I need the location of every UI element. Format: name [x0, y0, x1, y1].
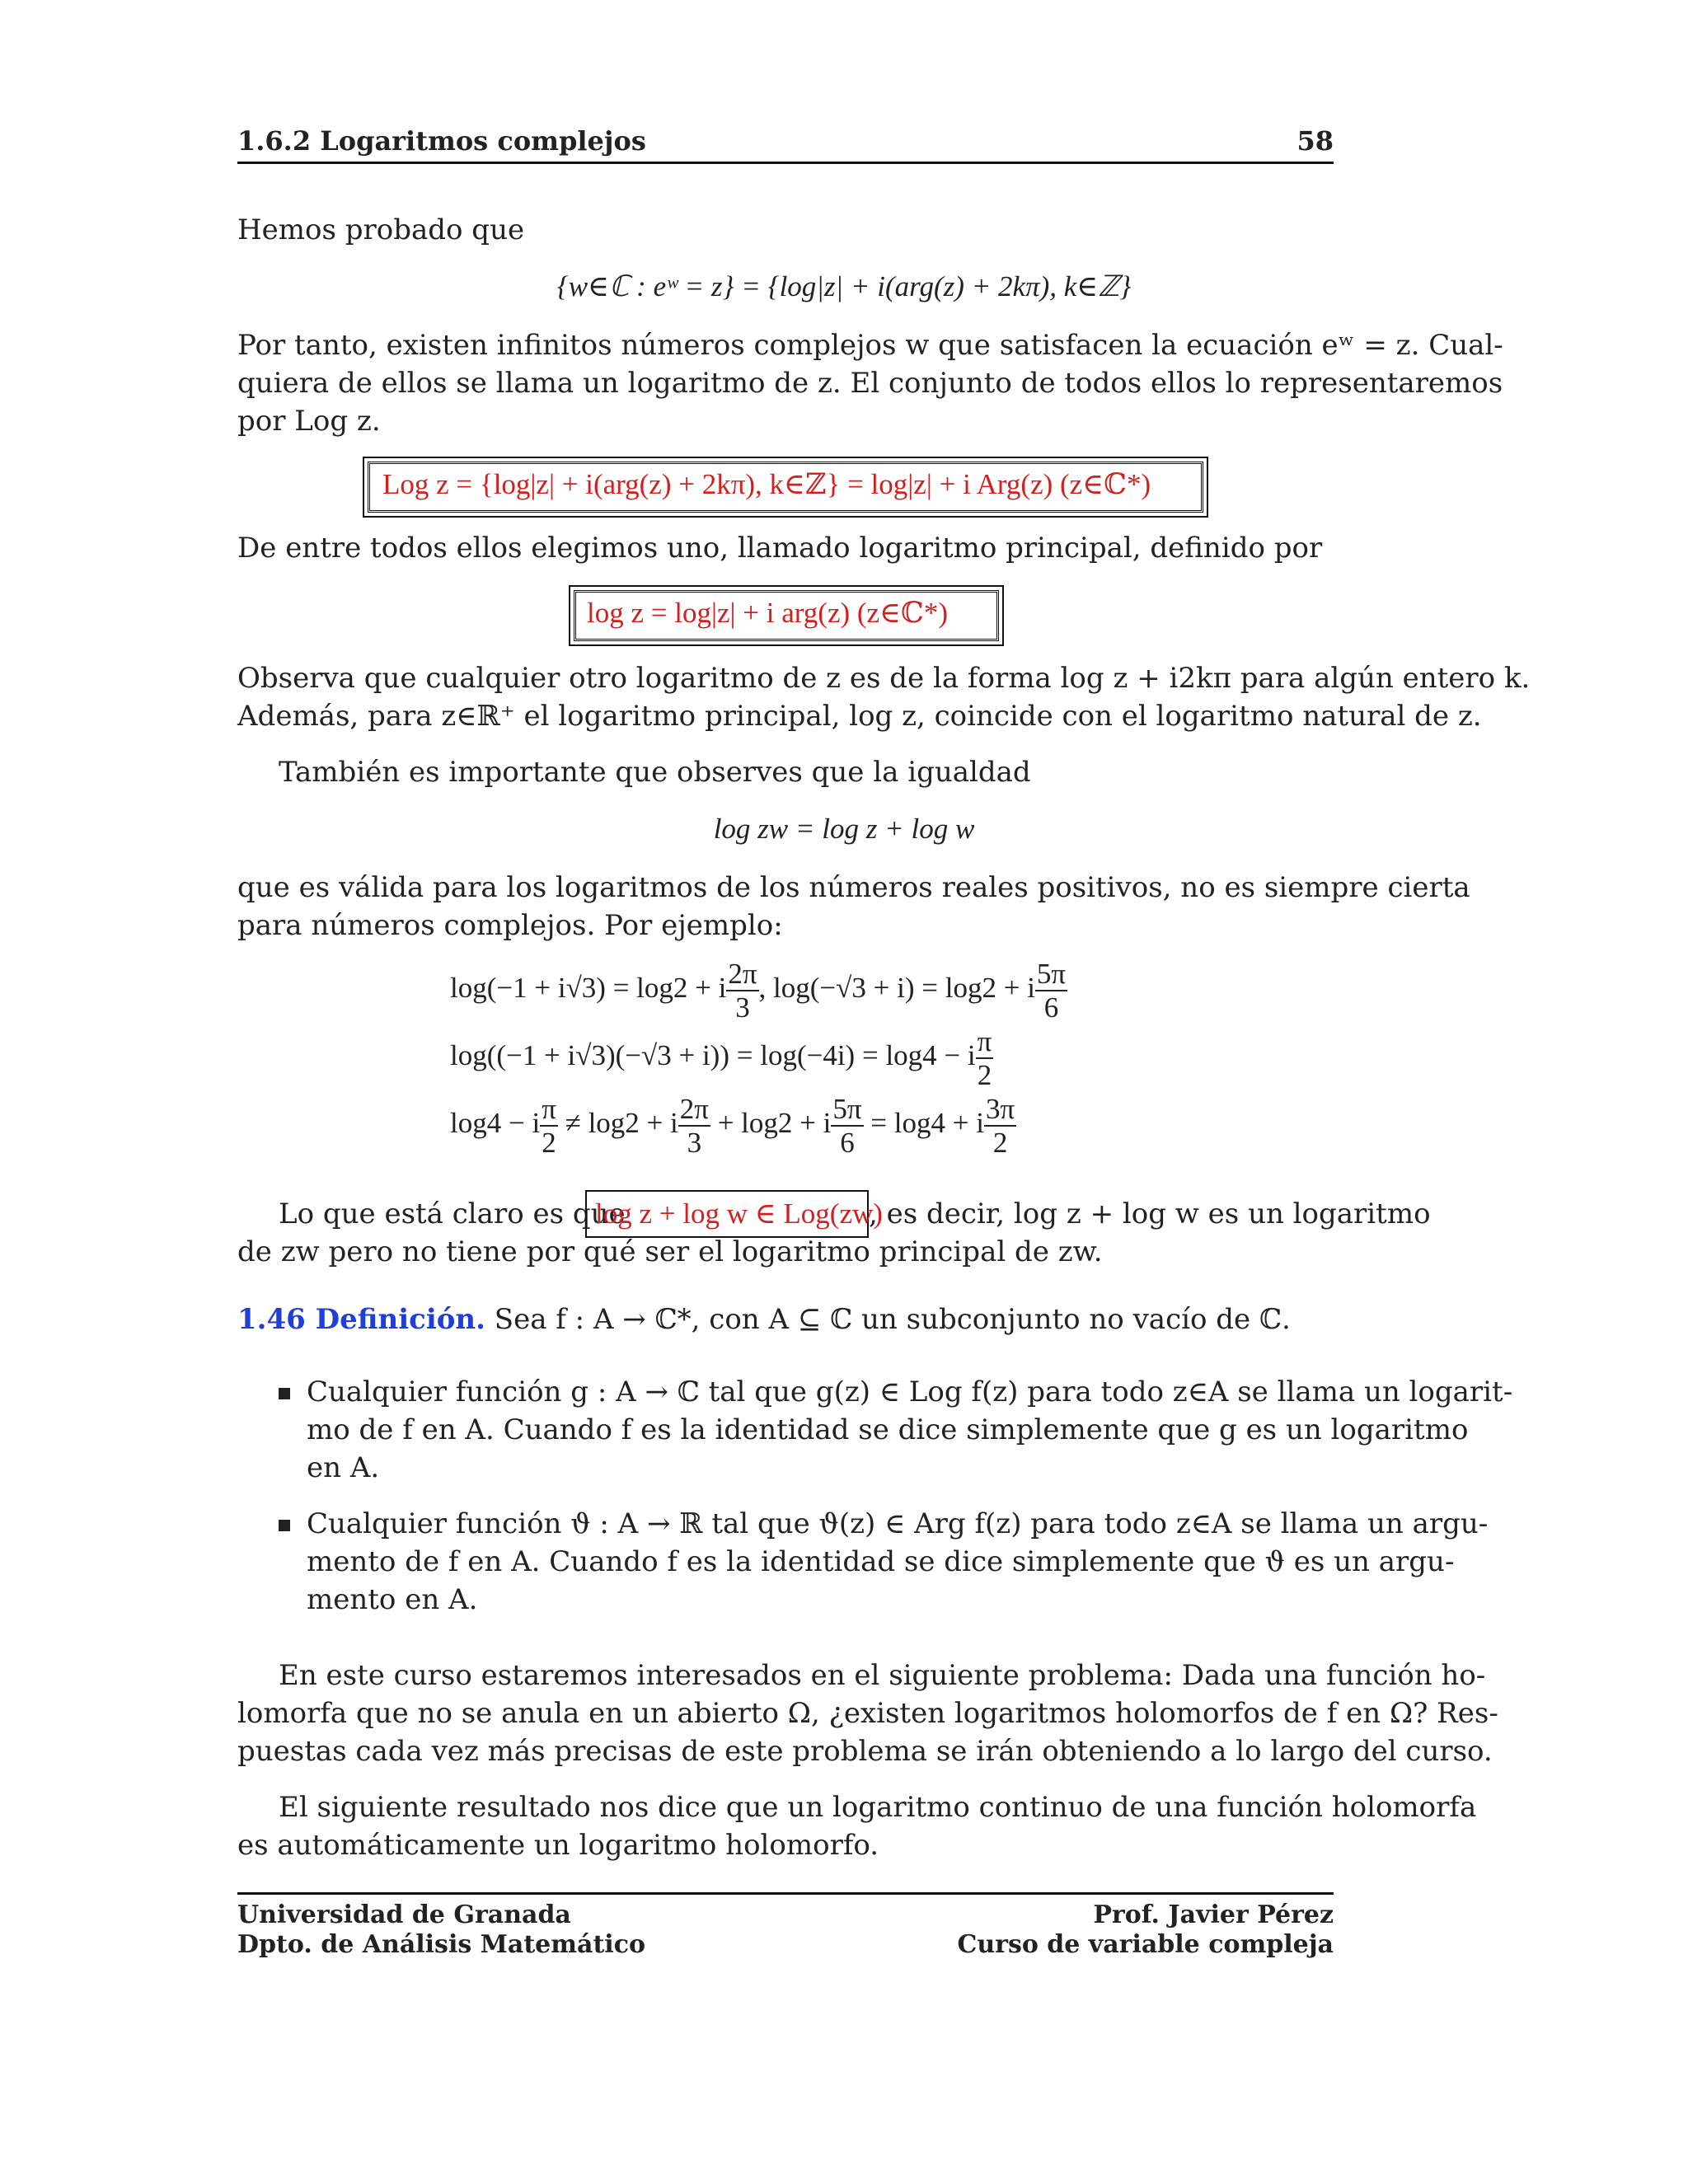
- bullet-line: Cualquier función g : A → ℂ tal que g(z) ∈ Log f(z) para todo z∈A se llama un logarit-: [307, 1376, 1513, 1408]
- footer-department: Dpto. de Análisis Matemático: [237, 1930, 645, 1959]
- bullet-icon: [279, 1520, 290, 1531]
- paragraph-line: lomorfa que no se anula en un abierto Ω, ¿existen logaritmos holomorfos de f en Ω? Res-: [237, 1697, 1498, 1730]
- fraction: [678, 1094, 710, 1157]
- fraction-denominator: 2: [992, 1127, 1008, 1159]
- example-text: + log2 + i: [710, 1107, 832, 1140]
- example-text: log((−1 + i√3)(−√3 + i)) = log(−4i) = log4 − i: [450, 1039, 976, 1072]
- paragraph-line: por Log z.: [237, 405, 381, 438]
- fraction-denominator: 2: [977, 1059, 992, 1091]
- paragraph-line: En este curso estaremos interesados en el siguiente problema: Dada una función ho-: [279, 1659, 1486, 1692]
- fraction-numerator: π: [977, 1025, 992, 1057]
- example-line-2: [450, 1027, 993, 1090]
- equation-log-set: {w∈ℂ : eʷ = z} = {log|z| + i(arg(z) + 2kπ), k∈ℤ}: [556, 270, 1132, 302]
- fraction: [831, 1094, 863, 1157]
- paragraph-line: Por tanto, existen infinitos números complejos w que satisfacen la ecuación eʷ = z. Cual-: [237, 329, 1503, 362]
- section-title: 1.6.2 Logaritmos complejos: [237, 125, 646, 157]
- fraction: [976, 1027, 994, 1090]
- fraction-numerator: π: [542, 1093, 556, 1125]
- example-text: , log(−√3 + i) = log2 + i: [758, 972, 1035, 1005]
- bullet-line: Cualquier función ϑ : A → ℝ tal que ϑ(z) ∈ Arg f(z) para todo z∈A se llama un argu-: [307, 1507, 1489, 1540]
- equation-log-product: log zw = log z + log w: [713, 813, 975, 845]
- definition-1-46: [237, 1301, 1291, 1338]
- bullet-icon: [279, 1388, 290, 1399]
- fraction: [726, 959, 758, 1022]
- inline-formula: log z + log w ∈ Log(zw): [595, 1197, 883, 1230]
- paragraph-line: De entre todos ellos elegimos uno, llamado logaritmo principal, definido por: [237, 532, 1323, 565]
- paragraph-line: quiera de ellos se llama un logaritmo de z. El conjunto de todos ellos lo representaremos: [237, 367, 1503, 400]
- footer-rule: [237, 1892, 1334, 1895]
- paragraph-line: Observa que cualquier otro logaritmo de z es de la forma log z + i2kπ para algún entero k.: [237, 662, 1531, 695]
- page-number: 58: [1296, 125, 1334, 157]
- fraction: [1035, 959, 1067, 1022]
- footer-author: Prof. Javier Pérez: [1093, 1900, 1334, 1929]
- paragraph-line: Lo que está claro es que: [279, 1197, 626, 1230]
- example-text: log4 − i: [450, 1107, 541, 1140]
- paragraph-line: que es válida para los logaritmos de los números reales positivos, no es siempre cierta: [237, 871, 1470, 904]
- definition-label: 1.46 Definición.: [237, 1303, 485, 1336]
- paragraph-line: Además, para z∈ℝ⁺ el logaritmo principal, log z, coincide con el logaritmo natural de z.: [237, 700, 1482, 733]
- example-text: log(−1 + i√3) = log2 + i: [450, 972, 727, 1005]
- fraction-numerator: 5π: [832, 1093, 862, 1125]
- example-line-1: [450, 959, 1067, 1022]
- paragraph-intro: Hemos probado que: [237, 213, 525, 246]
- fraction-numerator: 3π: [985, 1093, 1015, 1125]
- fraction-numerator: 2π: [679, 1093, 709, 1125]
- fraction-denominator: 3: [735, 991, 750, 1024]
- paragraph-line: , es decir, log z + log w es un logaritmo: [869, 1197, 1431, 1230]
- bullet-line: mento de f en A. Cuando f es la identidad se dice simplemente que ϑ es un argu-: [307, 1545, 1455, 1578]
- formula-log-z: log z = log|z| + i arg(z) (z∈ℂ*): [587, 597, 948, 629]
- fraction-denominator: 6: [840, 1127, 855, 1159]
- paragraph-line: puestas cada vez más precisas de este problema se irán obteniendo a lo largo del curso.: [237, 1735, 1493, 1768]
- definition-text: Sea f : A → ℂ*, con A ⊆ ℂ un subconjunto no vacío de ℂ.: [485, 1303, 1291, 1336]
- bullet-line: mento en A.: [307, 1583, 478, 1616]
- paragraph-line: de zw pero no tiene por qué ser el logaritmo principal de zw.: [237, 1235, 1103, 1268]
- bullet-line: mo de f en A. Cuando f es la identidad se dice simplemente que g es un logaritmo: [307, 1413, 1469, 1446]
- example-text: ≠ log2 + i: [557, 1107, 678, 1140]
- footer-course: Curso de variable compleja: [957, 1930, 1334, 1959]
- paragraph-line: También es importante que observes que la igualdad: [279, 756, 1031, 789]
- fraction: [540, 1094, 558, 1157]
- footer-university: Universidad de Granada: [237, 1900, 571, 1929]
- fraction-denominator: 2: [542, 1127, 556, 1159]
- example-text: = log4 + i: [863, 1107, 984, 1140]
- paragraph-line: es automáticamente un logaritmo holomorfo.: [237, 1829, 879, 1862]
- fraction-numerator: 5π: [1036, 958, 1067, 990]
- fraction-denominator: 3: [687, 1127, 702, 1159]
- bullet-line: en A.: [307, 1451, 380, 1484]
- fraction-denominator: 6: [1043, 991, 1059, 1024]
- paragraph-line: El siguiente resultado nos dice que un logaritmo continuo de una función holomorfa: [279, 1791, 1477, 1824]
- formula-Log-z: Log z = {log|z| + i(arg(z) + 2kπ), k∈ℤ} = log|z| + i Arg(z) (z∈ℂ*): [382, 468, 1151, 500]
- fraction-numerator: 2π: [728, 958, 757, 990]
- paragraph-line: para números complejos. Por ejemplo:: [237, 909, 783, 942]
- fraction: [984, 1094, 1016, 1157]
- header-rule: [237, 162, 1334, 164]
- example-line-3: [450, 1094, 1016, 1157]
